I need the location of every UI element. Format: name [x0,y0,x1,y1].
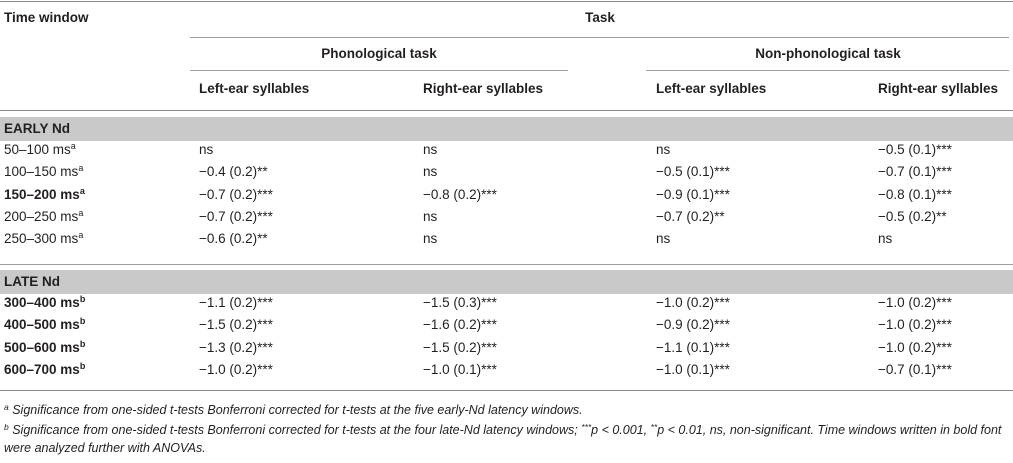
table-cell: −0.5 (0.1)*** [878,142,952,157]
table-cell: −0.8 (0.1)*** [878,186,952,202]
table-cell: ns [423,208,438,224]
row-label-text: 250–300 ms [4,231,79,247]
table-cell: −0.9 (0.1)*** [656,186,730,202]
table-cell: −0.5 (0.2)** [878,208,947,224]
footnote-b-text-2: p < 0.001, [591,423,651,437]
footnote-b-text-3: p < 0.01, ns, non-significant. Time windows written in bold font were analyzed further with ANOVAs. [4,423,1002,455]
table-cell: −1.0 (0.2)*** [878,339,952,355]
footnote-b-text-1: Significance from one-sided t-tests Bonferroni corrected for t-tests at the four late-Nd latency windows; [8,423,582,437]
table-cell: −0.5 (0.1)*** [656,164,730,180]
table-cell: −1.0 (0.2)*** [878,317,952,333]
table-cell: −1.0 (0.1)*** [656,361,730,377]
row-label-footnote-mark: b [79,338,86,349]
phonological-rule [190,70,568,71]
table-cell: −0.4 (0.2)** [199,164,268,180]
table-cell: −1.3 (0.2)*** [199,339,273,355]
row-label-text: 100–150 ms [4,164,79,180]
footnote-a [4,401,1009,419]
table-cell: −1.1 (0.1)*** [656,339,730,355]
phonological-task-header: Phonological task [321,46,437,61]
row-label [4,209,83,225]
row-label [4,340,85,356]
table-cell: −1.1 (0.2)*** [199,295,273,310]
table-cell: −0.9 (0.2)*** [656,317,730,333]
non-phonological-rule [646,70,1009,71]
row-label-footnote-mark: b [79,294,86,304]
table-cell: −1.5 (0.2)*** [199,317,273,333]
row-label [4,231,83,247]
non-phonological-task-header: Non-phonological task [755,46,901,61]
footnote-a-mark: a [4,402,9,412]
row-label-text: 150–200 ms [4,186,80,202]
footnote-b-sup-2: ** [650,422,658,432]
col-header-nonphon-left: Left-ear syllables [656,81,767,96]
row-label [4,317,85,333]
row-label-text: 500–600 ms [4,339,80,355]
table-cell: −1.5 (0.2)*** [423,339,497,355]
table-cell: ns [656,142,671,157]
time-window-header: Time window [4,10,89,25]
table-bottom-rule [0,390,1013,391]
table-cell: −0.7 (0.1)*** [878,164,952,180]
col-header-phon-left: Left-ear syllables [199,81,310,96]
top-rule [0,1,1013,2]
table-cell: −1.0 (0.2)*** [199,361,273,377]
footnote-b [4,421,1009,457]
row-label [4,295,85,311]
row-label-text: 50–100 ms [4,142,71,157]
row-label-text: 300–400 ms [4,295,80,310]
footnote-b-sup-1: *** [581,422,592,432]
table-cell: ns [656,231,671,247]
col-header-nonphon-right: Right-ear syllables [878,81,999,96]
table-cell: ns [423,164,438,180]
footnote-b-mark: b [4,422,9,432]
row-label-footnote-mark: a [78,230,84,241]
row-label-footnote-mark: a [78,207,84,218]
table-cell: −0.6 (0.2)** [199,231,268,247]
section-title-early: EARLY Nd [4,121,71,136]
row-label-footnote-mark: a [78,163,84,174]
table-cell: −0.7 (0.2)*** [199,186,273,202]
row-label [4,164,83,180]
task-header: Task [585,10,615,25]
table-cell: ns [199,142,214,157]
col-header-phon-right: Right-ear syllables [423,81,544,96]
row-label-footnote-mark: a [70,141,76,151]
table-cell: −1.0 (0.2)*** [656,295,730,310]
row-label-footnote-mark: b [79,316,86,327]
row-label-footnote-mark: b [79,360,86,371]
row-label-text: 400–500 ms [4,317,80,333]
table-cell: −0.7 (0.1)*** [878,361,952,377]
early-section-band [0,117,1013,141]
row-label [4,142,76,158]
section-divider-rule [0,264,1013,265]
table-cell: −0.7 (0.2)*** [199,208,273,224]
section-title-late: LATE Nd [4,274,60,289]
table-cell: ns [423,142,438,157]
row-label [4,187,85,203]
footnote-a-text: Significance from one-sided t-tests Bonferroni corrected for t-tests at the five early-Nd latency windows. [8,403,583,417]
table-cell: ns [878,231,893,247]
table-cell: −0.7 (0.2)** [656,208,725,224]
table-cell: −1.0 (0.1)*** [423,361,497,377]
row-label-footnote-mark: a [79,185,85,196]
row-label-text: 200–250 ms [4,208,79,224]
table-cell: −1.0 (0.2)*** [878,295,952,310]
task-rule [190,37,1009,38]
row-label [4,362,85,378]
row-label-text: 600–700 ms [4,361,80,377]
table-cell: −1.5 (0.3)*** [423,295,497,310]
late-section-band [0,270,1013,294]
table-cell: −1.6 (0.2)*** [423,317,497,333]
table-cell: −0.8 (0.2)*** [423,186,497,202]
header-bottom-rule [0,110,1013,111]
table-cell: ns [423,231,438,247]
